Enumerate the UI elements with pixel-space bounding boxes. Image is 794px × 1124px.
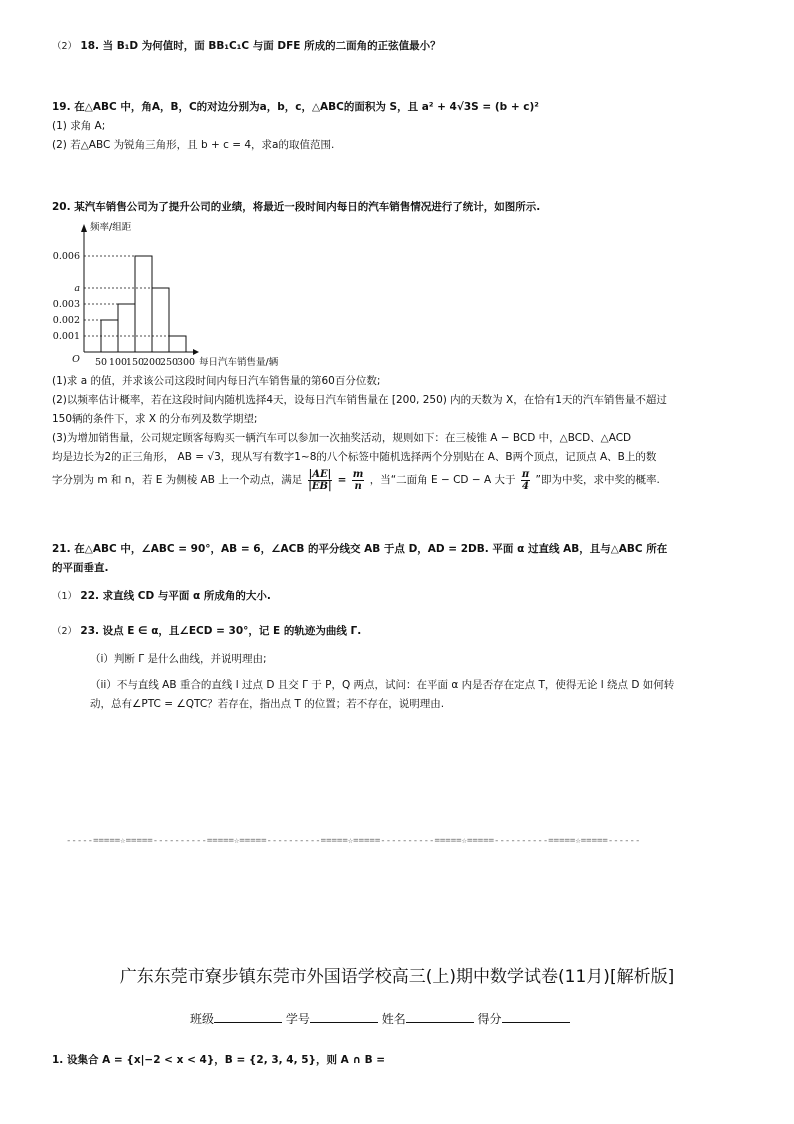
student-id-label: 学号 — [285, 1012, 310, 1026]
question-18-text: 18. 当 B₁D 为何值时，面 BB₁C₁C 与面 DFE 所成的二面角的正弦值最小？ — [80, 40, 441, 52]
histogram-bar — [169, 336, 186, 352]
pi-over-4-fraction — [521, 469, 530, 492]
histogram-chart — [52, 218, 312, 370]
y-tick-label: 0.003 — [52, 299, 80, 310]
question-23-part-ii-line2: 动，总有∠PTC = ∠QTC？若存在，指出点 T 的位置；若不存在，说明理由. — [90, 698, 445, 710]
student-info-line — [190, 1010, 570, 1027]
fraction-denominator: n — [354, 480, 362, 492]
question-20-stem: 20. 某汽车销售公司为了提升公司的业绩，将最近一段时间内每日的汽车销售情况进行了统计，如图所示. — [52, 201, 541, 213]
x-tick-label: 100 — [108, 357, 128, 368]
question-19-part2: (2) 若△ABC 为锐角三角形，且 b + c = 4，求a的取值范围. — [52, 139, 335, 151]
y-tick-label: a — [74, 283, 80, 294]
question-20-part2-line2: 150辆的条件下，求 X 的分布列及数学期望; — [52, 413, 258, 425]
dihedral-condition-text: ，当“二面角 E − CD − A 大于 — [369, 474, 516, 486]
x-tick-label: 200 — [142, 357, 162, 368]
question-1: 1. 设集合 A = {x|−2 < x < 4}，B = {2, 3, 4, 5}，则 A ∩ B = — [52, 1054, 386, 1066]
y-axis-arrow — [81, 224, 87, 232]
name-blank — [406, 1010, 474, 1023]
question-19-stem: 19. 在△ABC 中，角A，B，C的对边分别为a，b，c，△ABC的面积为 S，且 a² + 4√3S = (b + c)² — [52, 101, 539, 113]
question-23-part-ii-line1: （ii）不与直线 AB 重合的直线 l 过点 D 且交 Γ 于 P，Q 两点，试问：在平面 α 内是否存在定点 T，使得无论 l 绕点 D 如何转 — [90, 679, 675, 691]
x-tick-label: 300 — [176, 357, 196, 368]
exam-title-wrapper — [0, 962, 794, 987]
question-20-part3-line2: 均是边长为2的正三角形， AB = √3，现从写有数字1~8的八个标签中随机选择两个分别贴在 A、B两个顶点，记顶点 A、B上的数 — [52, 451, 657, 463]
section-divider: -----=====☆=====----------=====☆=====----------=====☆=====----------=====☆=====----------=====☆=====------ — [66, 836, 641, 846]
y-tick-label: 0.002 — [52, 315, 80, 326]
x-axis-arrow — [193, 349, 199, 355]
question-23 — [52, 623, 361, 640]
ratio-ae-eb-fraction — [308, 469, 333, 492]
histogram-bar — [135, 256, 152, 352]
question-20-part1: (1)求 a 的值，并求该公司这段时间内每日汽车销售量的第60百分位数; — [52, 375, 381, 387]
question-18 — [52, 38, 441, 55]
y-tick-label: 0.006 — [52, 251, 80, 262]
question-20-part3-line1: (3)为增加销售量，公司规定顾客每购买一辆汽车可以参加一次抽奖活动，规则如下：在三棱锥 A − BCD 中，△BCD、△ACD — [52, 432, 632, 444]
score-label: 得分 — [477, 1012, 502, 1026]
score-blank — [502, 1010, 570, 1023]
exam-title: 广东东莞市寮步镇东莞市外国语学校高三(上)期中数学试卷(11月)[解析版] — [119, 967, 675, 987]
question-23-text: 23. 设点 E ∈ α，且∠ECD = 30°，记 E 的轨迹为曲线 Γ. — [80, 625, 362, 637]
sub-question-tag: （2） — [52, 41, 78, 52]
sub-question-tag: （1） — [52, 591, 78, 602]
question-20-part3-line3 — [52, 462, 660, 498]
question-21-stem-line1: 21. 在△ABC 中，∠ABC = 90°，AB = 6，∠ACB 的平分线交 AB 于点 D，AD = 2DB. 平面 α 过直线 AB，且与△ABC 所在 — [52, 543, 668, 555]
histogram-bar — [118, 304, 135, 352]
question-23-part-i: （i）判断 Γ 是什么曲线，并说明理由; — [90, 653, 267, 665]
x-tick-label: 150 — [125, 357, 145, 368]
class-label: 班级 — [190, 1012, 215, 1026]
equals-sign: = — [337, 474, 347, 486]
question-19-part1: (1) 求角 A; — [52, 120, 106, 132]
x-tick-label: 50 — [94, 357, 108, 368]
question-20-part2-line1: (2)以频率估计概率，若在这段时间内随机选择4天，设每日汽车销售量在 [200, 250) 内的天数为 X，在恰有1天的汽车销售量不超过 — [52, 394, 667, 406]
ratio-m-n-fraction — [352, 469, 365, 492]
student-id-blank — [310, 1010, 378, 1023]
y-axis-label: 频率/组距 — [90, 222, 132, 233]
win-condition-text: ”即为中奖，求中奖的概率. — [535, 474, 660, 486]
y-tick-label: 0.001 — [52, 331, 80, 342]
name-label: 姓名 — [381, 1012, 406, 1026]
fraction-denominator: |EB| — [308, 480, 332, 492]
question-22-text: 22. 求直线 CD 与平面 α 所成角的大小. — [80, 590, 271, 602]
question-21-stem-line2: 的平面垂直. — [52, 562, 109, 574]
sub-question-tag: （2） — [52, 626, 78, 637]
origin-label: O — [72, 354, 80, 365]
fraction-numerator: |AE| — [308, 468, 332, 480]
histogram-bar — [152, 288, 169, 352]
class-blank — [214, 1010, 282, 1023]
fraction-numerator: π — [521, 468, 530, 480]
x-tick-label: 250 — [159, 357, 179, 368]
condition-text: 字分别为 m 和 n，若 E 为侧棱 AB 上一个动点，满足 — [52, 474, 303, 486]
fraction-denominator: 4 — [522, 480, 529, 492]
question-22 — [52, 588, 271, 605]
fraction-numerator: m — [352, 468, 364, 480]
x-axis-label: 每日汽车销售量/辆 — [199, 357, 279, 368]
